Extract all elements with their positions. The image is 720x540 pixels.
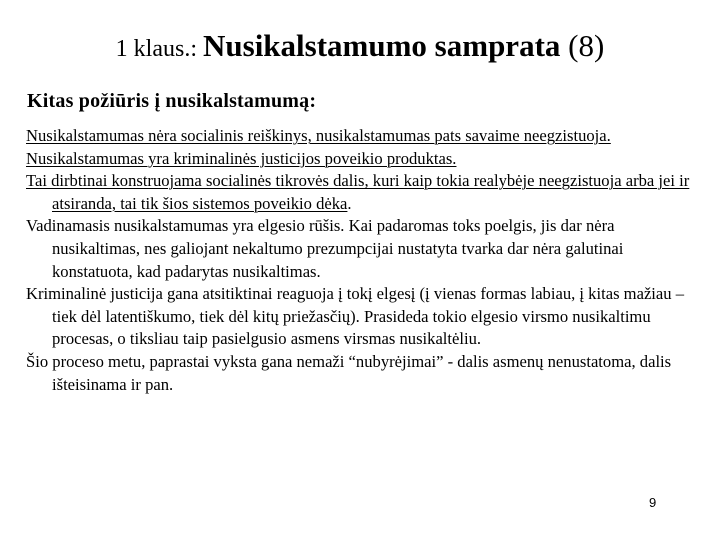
title-number: (8) [560,28,605,63]
paragraph [26,351,702,396]
paragraph-underlined-text: Tai dirbtinai konstruojama socialinės tikrovės dalis, kuri kaip tokia realybėje neegzistuoja arba jei ir atsiranda, tai tik šios sistemos poveikio dėka [26,171,690,213]
paragraph-text: Šio proceso metu, paprastai vyksta gana nemaži “nubyrėjimai” - dalis asmenų nenustatoma, dalis išteisinama ir pan. [26,351,672,394]
title-main: Nusikalstamumo samprata [203,28,561,63]
slide-subtitle: Kitas požiūris į nusikalstamumą: [27,90,317,112]
paragraph [26,170,702,215]
title-prefix: 1 klaus.: [115,36,203,62]
slide-title [0,28,720,64]
paragraph [26,215,702,283]
paragraph [26,283,702,351]
paragraph-text: Kriminalinė justicija gana atsitiktinai reaguoja į tokį elgesį (į vienas formas labiau, į kitas mažiau – tiek dėl latentiškumo, tiek dėl kitų priežasčių). Prasideda tokio elgesio virsmo nusikaltimu procesas, o tiksliau taip pasielgusio asmens virsmas nusikaltėliu. [26,284,685,349]
slide-body [26,125,702,396]
paragraph-text: . [347,193,352,213]
paragraph [26,148,702,171]
paragraph-underlined-text: Nusikalstamumas yra kriminalinės justicijos poveikio produktas. [26,148,457,168]
page-number: 9 [649,495,657,510]
paragraph-text: Vadinamasis nusikalstamumas yra elgesio rūšis. Kai padaromas toks poelgis, jis dar nėra nusikaltimas, nes galiojant nekaltumo prezumpcijai nustatyta tvarka dar nėra galutinai konstatuota, kad padarytas nusikaltimas. [26,216,624,281]
paragraph [26,125,702,148]
paragraph-underlined-text: Nusikalstamumas nėra socialinis reiškinys, nusikalstamumas pats savaime neegzistuoja. [26,126,611,145]
